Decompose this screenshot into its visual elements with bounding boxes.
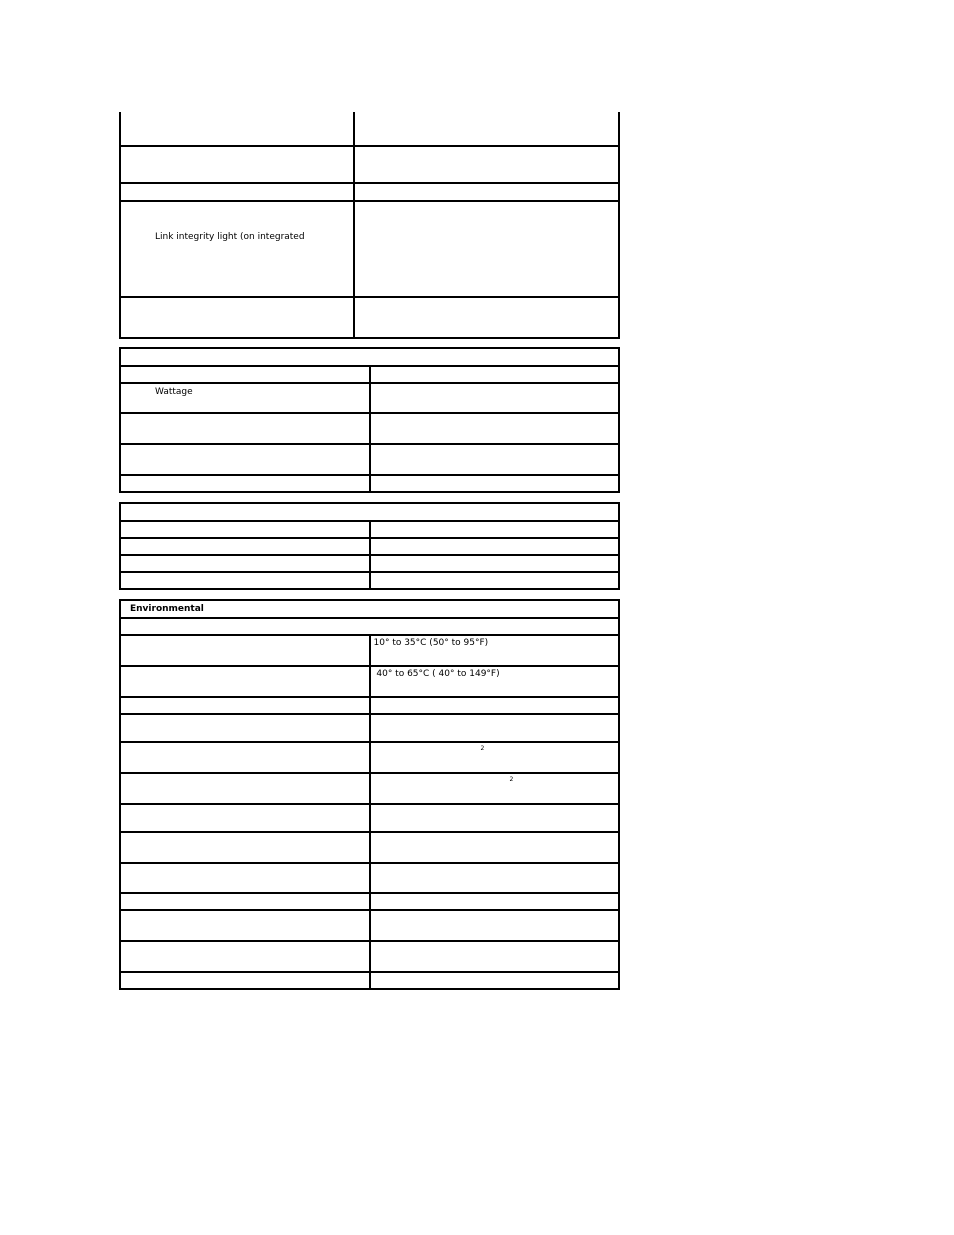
table-cell <box>120 910 370 941</box>
table-cell <box>120 538 370 555</box>
table-cell <box>120 804 370 832</box>
table-cell <box>120 475 370 492</box>
table-cell <box>120 146 354 183</box>
table-cell <box>120 635 370 666</box>
power-spec-table <box>119 347 620 493</box>
table-cell <box>120 572 370 589</box>
table-cell <box>354 183 619 201</box>
environmental-title: Environmental <box>130 604 204 614</box>
link-integrity-cell <box>120 201 354 297</box>
table-cell <box>120 742 370 773</box>
superscript-mark: 2 <box>509 776 514 783</box>
table-subheader-cell <box>120 618 619 635</box>
table-cell <box>120 941 370 972</box>
storage-temp-cell <box>370 666 620 697</box>
table-cell <box>370 413 620 444</box>
table-cell <box>120 773 370 804</box>
table-cell <box>370 972 620 989</box>
network-spec-table <box>119 112 620 339</box>
table-cell <box>120 697 370 714</box>
table-cell <box>120 666 370 697</box>
table-header-cell <box>120 503 619 521</box>
environmental-header-cell <box>120 600 619 618</box>
table-cell <box>370 366 620 383</box>
physical-spec-table <box>119 502 620 590</box>
table-cell <box>370 714 620 742</box>
table-cell <box>370 521 620 538</box>
table-cell <box>120 521 370 538</box>
table-cell <box>120 297 354 338</box>
table-cell <box>120 444 370 475</box>
table-cell <box>354 201 619 297</box>
table-cell <box>120 555 370 572</box>
table-cell <box>120 112 354 146</box>
table-cell <box>370 697 620 714</box>
wattage-label: Wattage <box>155 387 193 397</box>
table-cell <box>370 572 620 589</box>
link-integrity-label: Link integrity light (on integrated <box>155 232 305 242</box>
vibration-cell <box>370 742 620 773</box>
table-cell <box>354 112 619 146</box>
table-cell <box>354 297 619 338</box>
vibration-cell <box>370 773 620 804</box>
table-cell <box>370 893 620 910</box>
operating-temp-cell <box>370 635 620 666</box>
storage-temp-value: 40° to 65°C ( 40° to 149°F) <box>373 669 500 679</box>
table-cell <box>120 366 370 383</box>
table-cell <box>370 863 620 893</box>
table-cell <box>370 941 620 972</box>
table-cell <box>370 804 620 832</box>
table-cell <box>370 444 620 475</box>
table-cell <box>370 475 620 492</box>
operating-temp-value: 10° to 35°C (50° to 95°F) <box>373 638 489 648</box>
table-cell <box>370 555 620 572</box>
wattage-cell <box>120 383 370 413</box>
table-cell <box>120 832 370 863</box>
table-cell <box>120 893 370 910</box>
table-cell <box>370 383 620 413</box>
table-cell <box>370 910 620 941</box>
table-header-cell <box>120 348 619 366</box>
environmental-spec-table <box>119 599 620 990</box>
superscript-mark: 2 <box>480 745 485 752</box>
table-cell <box>354 146 619 183</box>
table-cell <box>120 183 354 201</box>
table-cell <box>120 413 370 444</box>
table-cell <box>370 538 620 555</box>
table-cell <box>120 972 370 989</box>
table-cell <box>120 863 370 893</box>
table-cell <box>370 832 620 863</box>
table-cell <box>120 714 370 742</box>
